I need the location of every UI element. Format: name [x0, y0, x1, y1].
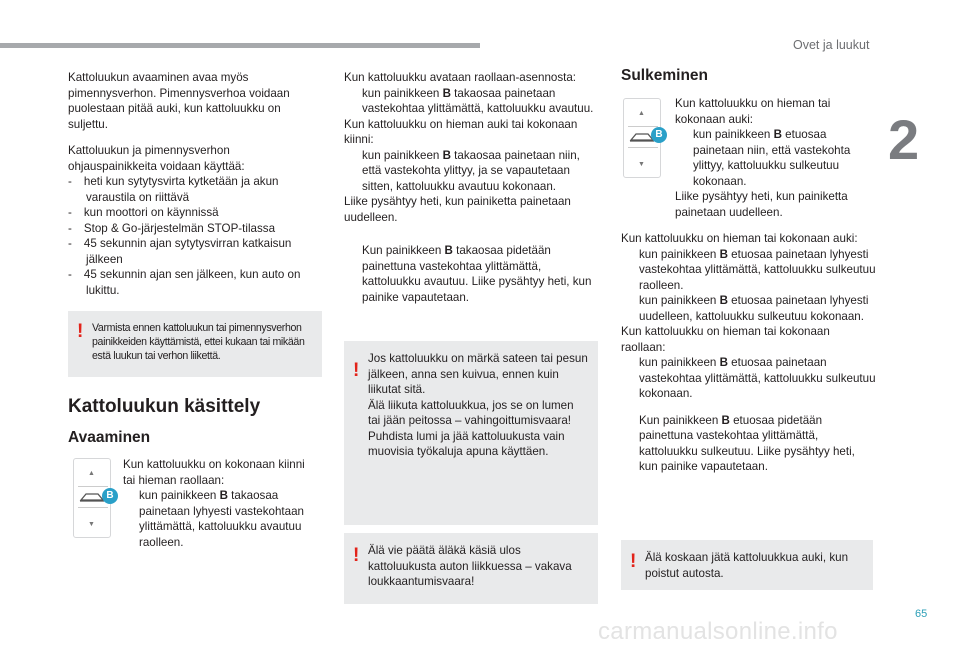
arrow-up-icon: ▲: [88, 470, 95, 477]
warning-icon: !: [77, 321, 84, 342]
warning-box-3: [344, 533, 598, 604]
list-item: kun painikkeen B etuosaa painetaan lyhyesti uudelleen, kattoluukku sulkeutuu kokonaan.: [639, 294, 869, 323]
page-number: 65: [915, 608, 928, 620]
col1-text: [68, 70, 318, 298]
list-item: - kun moottori on käynnissä: [68, 206, 219, 219]
heading-handling: Kattoluukun käsittely: [68, 396, 261, 417]
paragraph: Kun kattoluukku on hieman tai kokonaan auki:: [621, 232, 858, 245]
warning-box-1: [68, 311, 322, 377]
paragraph: Liike pysähtyy heti, kun painiketta painetaan uudelleen.: [344, 195, 571, 224]
arrow-up-icon: ▲: [638, 110, 645, 117]
list-item: - 45 sekunnin ajan sytytysvirran katkaisun jälkeen: [68, 237, 292, 266]
button-b-badge: B: [102, 488, 118, 504]
conditions-list: [68, 174, 318, 298]
warning-text: Älä vie päätä äläkä käsiä ulos kattoluukusta auton liikkuessa – vakava loukkaantumisvaara!: [368, 544, 572, 588]
list-item: kun painikkeen B etuosaa painetaan vastekohtaa ylittämättä, kattoluukku sulkeutuu kokonaan.: [639, 356, 876, 400]
warning-text: Älä koskaan jätä kattoluukkua auki, kun poistut autosta.: [645, 551, 849, 580]
warning-text: Jos kattoluukku on märkä sateen tai pesun jälkeen, anna sen kuivua, ennen kuin liikutat sitä.: [368, 352, 588, 396]
section-title: Ovet ja luukut: [793, 38, 870, 52]
warning-icon: !: [353, 545, 360, 566]
list-item: kun painikkeen B takaosaa painetaan vastekohtaa ylittämättä, kattoluukku avautuu.: [362, 86, 594, 115]
warning-text: Varmista ennen kattoluukun tai pimennysverhon painikkeiden käyttämistä, ettei kukaan tai mikään estä luukun tai verhon liikettä.: [92, 322, 305, 363]
conditions-intro: Kattoluukun ja pimennysverhon ohjauspainikkeita voidaan käyttää:: [68, 144, 245, 173]
open-text-block: [123, 457, 319, 550]
button-b-badge: B: [651, 127, 667, 143]
col2-text: [344, 70, 594, 305]
paragraph: Kun kattoluukku avataan raollaan-asennosta:: [344, 71, 577, 84]
list-item: - 45 sekunnin ajan sen jälkeen, kun auto on lukittu.: [68, 268, 301, 297]
list-item: Kun painikkeen B etuosaa pidetään painettuna vastekohtaa ylittämättä, kattoluukku sulkeutuu. Liike pysähtyy heti, kun painike vapautetaan.: [639, 413, 855, 473]
heading-closing: Sulkeminen: [621, 67, 708, 84]
warning-icon: !: [630, 551, 637, 572]
watermark: carmanualsonline.info: [598, 618, 838, 645]
warning-box-2: [344, 341, 598, 525]
warning-text: Älä liikuta kattoluukkua, jos se on lumen tai jään peitossa – vahingoittumisvaara! Puhdista lumi ja jää kattoluukusta vain muovisia työkaluja apuna käyttäen.: [368, 398, 574, 458]
intro-paragraph: Kattoluukun avaaminen avaa myös pimennysverhon. Pimennysverhoa voidaan puolestaan pitää auki, kun kattoluukku on suljettu.: [68, 71, 290, 131]
paragraph: Kun kattoluukku on hieman tai kokonaan raollaan:: [621, 325, 830, 354]
arrow-down-icon: ▼: [88, 521, 95, 528]
subheading-opening: Avaaminen: [68, 429, 151, 446]
list-item: kun painikkeen B takaosaa painetaan niin, että vastekohta ylittyy, ja se vapautetaan sitten, kattoluukku avautuu kokonaan.: [362, 148, 580, 193]
col3-text: [621, 231, 876, 475]
list-item: kun painikkeen B etuosaa painetaan niin, että vastekohta ylittyy, kattoluukku sulkeutuu kokonaan.: [693, 128, 851, 188]
warning-box-4: [621, 540, 873, 590]
paragraph: Kun kattoluukku on hieman auki tai kokonaan kiinni:: [344, 117, 578, 146]
list-item: kun painikkeen B takaosaa painetaan lyhyesti vastekohtaan ylittämättä, kattoluukku avautuu raolleen.: [139, 489, 305, 549]
list-item: Kun painikkeen B takaosaa pidetään painettuna vastekohtaa ylittämättä, kattoluukku avautuu. Liike pysähtyy heti, kun painike vapautetaan.: [362, 244, 592, 304]
warning-icon: !: [353, 360, 360, 381]
close-text-block: [675, 96, 875, 220]
paragraph: Liike pysähtyy heti, kun painiketta painetaan uudelleen.: [675, 190, 848, 219]
paragraph: Kun kattoluukku on hieman tai kokonaan auki:: [675, 97, 831, 126]
open-condition: Kun kattoluukku on kokonaan kiinni tai hieman raollaan:: [123, 458, 305, 487]
header-rule: [0, 43, 480, 48]
list-item: - Stop & Go-järjestelmän STOP-tilassa: [68, 221, 276, 235]
list-item: kun painikkeen B etuosaa painetaan lyhyesti vastekohtaa ylittämättä, kattoluukku sulkeutuu raolleen.: [639, 247, 876, 292]
chapter-number: 2: [888, 108, 920, 171]
arrow-down-icon: ▼: [638, 161, 645, 168]
list-item: - heti kun sytytysvirta kytketään ja akun varaustila on riittävä: [68, 175, 279, 204]
